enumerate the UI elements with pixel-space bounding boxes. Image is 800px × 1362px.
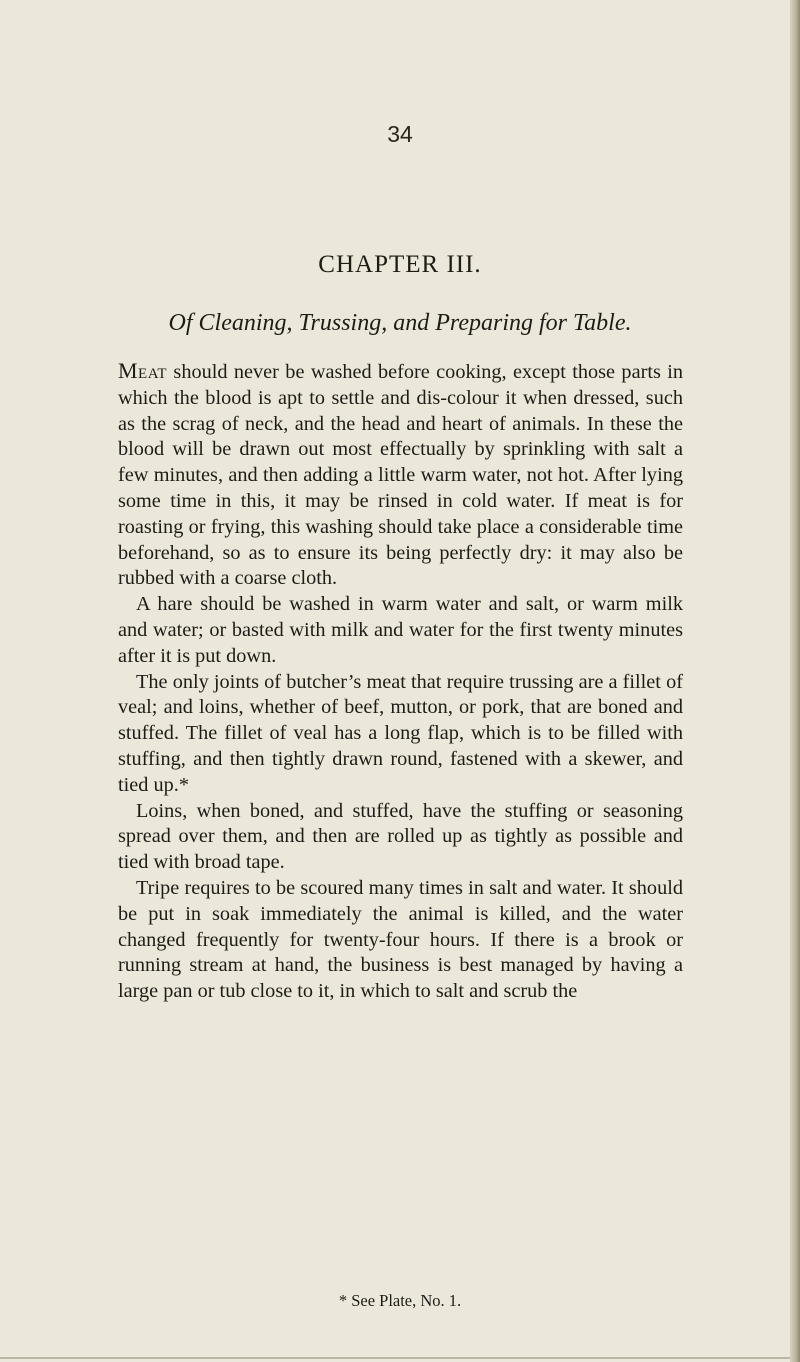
- paragraph-joints: The only joints of butcher’s meat that require trussing are a fillet of veal; and loins, whether of beef, mutton, or pork, that are boned and stuffed. The fillet of veal has a long flap, which is to be filled with stuffing, and then tightly drawn round, fastened with a skewer, and tied up.*: [118, 670, 683, 796]
- chapter-heading: CHAPTER III.: [318, 251, 482, 278]
- page-number: 34: [387, 121, 413, 147]
- paragraph-loins: Loins, when boned, and stuffed, have the stuffing or seasoning spread over them, and then are rolled up as tightly as possible and tied with broad tape.: [118, 799, 683, 874]
- body-text: [118, 358, 683, 1005]
- paragraph-meat: [118, 358, 683, 592]
- page-edge: [790, 0, 800, 1362]
- bottom-rule: [0, 1357, 790, 1359]
- paragraph-tripe: Tripe requires to be scoured many times in salt and water. It should be put in soak immediately the animal is killed, and the water changed frequently for twenty-four hours. If there is a brook or running stream at hand, the business is best managed by having a large pan or tub close to it, in which to salt and scrub the: [118, 876, 683, 1003]
- paragraph-hare: A hare should be washed in warm water and salt, or warm milk and water; or basted with milk and water for the first twenty minutes after it is put down.: [118, 593, 683, 667]
- paragraph-lead-word: Meat: [118, 358, 168, 383]
- paragraph-text: should never be washed before cooking, except those parts in which the blood is apt to settle and dis-colour it when dressed, such as the scrag of neck, and the head and heart of animals. In these the blood will be drawn out most effectually by sprinkling with salt a few minutes, and then adding a little warm water, not hot. After lying some time in this, it may be rinsed in cold water. If meat is for roasting or frying, this washing should take place a considerable time beforehand, so as to ensure its being perfectly dry: it may also be rubbed with a coarse cloth.: [118, 361, 683, 590]
- chapter-title: Of Cleaning, Trussing, and Preparing for Table.: [168, 310, 632, 336]
- footnote: * See Plate, No. 1.: [338, 1291, 462, 1310]
